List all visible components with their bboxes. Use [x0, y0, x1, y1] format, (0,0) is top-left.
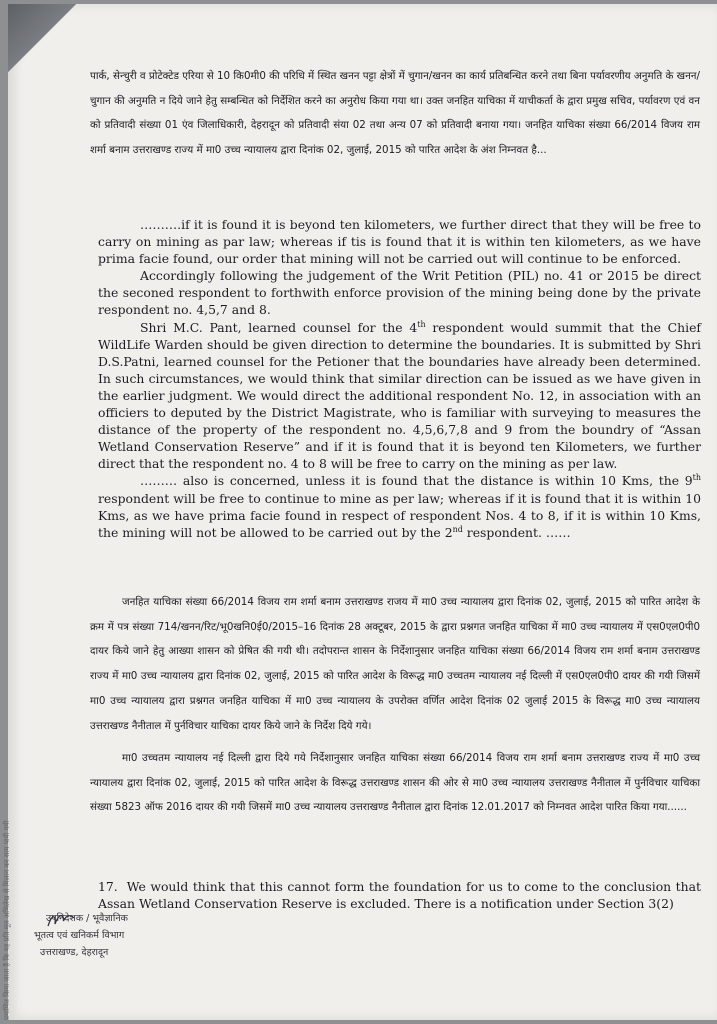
- hindi-text: मा0 उच्चतम न्यायालय नई दिल्ली द्वारा दिये गये निर्देशानुसार जनहित याचिका संख्या 66/2014 विजय राम शर्मा बनाम उत्तराखण्ड राज्य में मा0 उच्च न्यायालय द्वारा दिनांक 02, जुलाई, 2015 को पारित आदेश के विरूद्ध उत्तराखण्ड शासन की ओर से मा0 उच्च न्यायालय उत्तराखण्ड नैनीताल में पुर्नविचार याचिका संख्या 5823 ऑफ 2016 दायर की गयी जिसमें मा0 उच्च न्यायालय उत्तराखण्ड नैनीताल द्वारा दिनांक 12.01.2017 को निम्नवत आदेश पारित किया गया......: [90, 752, 700, 814]
- ordinal-suffix: th: [417, 319, 426, 329]
- ordinal-suffix: th: [692, 473, 701, 483]
- hindi-paragraph-slp: [90, 590, 700, 738]
- paragraph-17: [98, 878, 701, 912]
- quote-text: respondent will be free to continue to mine as per law; whereas if it is found that it is within 10 Kms, as we have prima facie found in respect of respondent Nos. 4 to 8, if it is within 10 Kms, the mining will not be allowed to be carried out by the 2: [98, 490, 701, 540]
- signatory-location: उत्तराखण्ड, देहरादून: [40, 947, 109, 958]
- quote-paragraph-3: [98, 319, 701, 473]
- quote-text: Shri M.C. Pant, learned counsel for the 4: [140, 319, 418, 335]
- quote-text: respondent would summit that the Chief WildLife Warden should be given direction to determine the boundaries. It is submitted by Shri D.S.Patni, learned counsel for the Petioner that the boundaries have already been determined. In such circumstances, we would think that similar direction can be issued as we have given in the earlier judgment. We would direct the additional respondent No. 12, in association with an officiers to deputed by the District Magistrate, who is familiar with surveying to measures the distance of the property of the respondent no. 4,5,6,7,8 and 9 from the boundry of “Assan Wetland Conservation Reserve” and if it is found that it is beyond ten Kilometers, we further direct that the respondent no. 4 to 8 will be free to carry on the mining as per law.: [98, 319, 701, 472]
- quote-text: respondent. ……: [462, 524, 571, 540]
- court-order-quote: [98, 216, 701, 541]
- paragraph-17-text: [98, 878, 701, 912]
- quote-paragraph-4: [98, 472, 701, 540]
- signatory-department: भूतत्व एवं खनिकर्म विभाग: [34, 930, 125, 941]
- signature-block: [34, 910, 184, 961]
- hindi-text: जनहित याचिका संख्या 66/2014 विजय राम शर्मा बनाम उत्तराखण्ड राजय में मा0 उच्च न्यायालय द्वारा दिनांक 02, जुलाई, 2015 को पारित आदेश के क्रम में पत्र संख्या 714/खनन/रिट/भू0खनि0ई0/2015–16 दिनांक 28 अक्टूबर, 2015 के द्वारा प्रश्नगत जनहित याचिका में मा0 उच्च न्यायालय में एस0एल0पी0 दायर किये जाने हेतु आख्या शासन को प्रेषित की गयी थी। तदोपरान्त शासन के निर्देशानुसार जनहित याचिका संख्या 66/2014 विजय राम शर्मा बनाम उत्तराखण्ड राज्य में मा0 उच्च न्यायालय द्वारा दिनांक 02, जुलाई, 2015 को पारित आदेश के विरूद्ध मा0 उच्चतम न्यायालय नई दिल्ली में एस0एल0पी0 दायर की गयी जिसमें मा0 उच्च न्यायालय द्वारा प्रश्नगत जनहित याचिका में मा0 उच्च न्यायालय के उपरोक्त वर्णित आदेश दिनांक 02 जुलाई 2015 के विरूद्ध मा0 उच्च न्यायालय उत्तराखण्ड नैनीताल में पुर्नविचार याचिका दायर किये जाने के निर्देश दिये गये।: [90, 596, 700, 732]
- paragraph-body: We would think that this cannot form the foundation for us to come to the conclusion that Assan Wetland Conservation Reserve is excluded. There is a notification under Section 3(2): [98, 879, 701, 912]
- quote-paragraph-1: ……….if it is found it is beyond ten kilometers, we further direct that they will be free to carry on mining as par law; whereas if tis is found that it is within ten kilometers, as we have prima facie found, our order that mining will not be carried out will continue to be enforced.: [98, 217, 701, 267]
- ordinal-suffix: nd: [452, 524, 463, 534]
- hindi-text: पार्क, सेन्चुरी व प्रोटेक्टेड एरिया से 10 कि0मी0 की परिधि में स्थित खनन पट्टा क्षेत्रों में चुगान/खनन का कार्य प्रतिबन्धित करने तथा बिना पर्यावरणीय अनुमति के खनन/चुगान की अनुमति न दिये जाने हेतु सम्बन्धित को निर्देशित करने का अनुरोध किया गया था। उक्त जनहित याचिका में याचीकर्ता के द्वारा प्रमुख सचिव, पर्यावरण एवं वन को प्रतिवादी संख्या 01 एंव जिलाधिकारी, देहरादून को प्रतिवादी संया 02 तथा अन्य 07 को प्रतिवादी बनाया गया। जनहित याचिका संख्या 66/2014 विजय राम शर्मा बनाम उत्तराखण्ड राज्य में मा0 उच्च न्यायालय द्वारा दिनांक 02, जुलाई, 2015 को पारित आदेश के अंश निम्नवत है...: [90, 70, 700, 157]
- quote-paragraph-2: Accordingly following the judgement of the Writ Petition (PIL) no. 41 or 2015 be direct the seconed respondent to forthwith enforce provision of the mining being done by the private respondent no. 4,5,7 and 8.: [98, 268, 701, 318]
- paragraph-number: 17.: [98, 879, 118, 894]
- hindi-paragraph-review: [90, 746, 700, 820]
- page-corner-shadow: [8, 4, 88, 74]
- margin-stamp-text: प्रमाणित किया जाता है कि यह प्रति मूल अभिलेख से मिलान कर सत्य पायी गयी: [3, 820, 11, 1020]
- signatory-designation: उपनिदेशक / भूवैज्ञानिक: [46, 913, 128, 924]
- quote-text: ……… also is concerned, unless it is found that the distance is within 10 Kms, the 9: [140, 473, 693, 489]
- hindi-paragraph-intro: [90, 64, 700, 163]
